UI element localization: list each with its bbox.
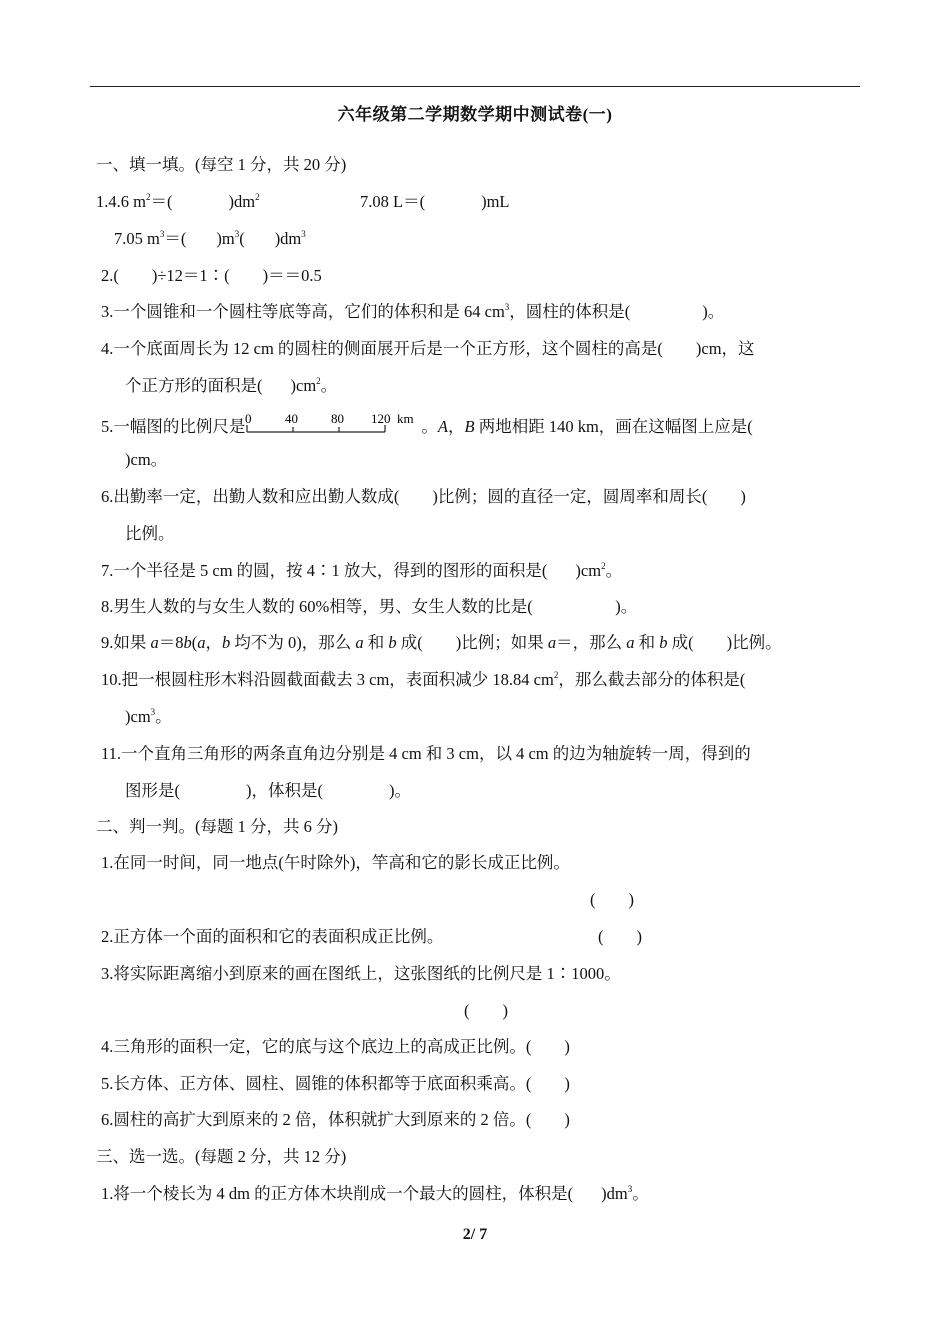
question-2: 2.( )÷12＝1∶( )＝＝0.5 — [101, 266, 322, 285]
scale-bar-figure — [245, 412, 421, 438]
scale-tick-120: 120 — [371, 412, 391, 426]
judge-2: 2.正方体一个面的面积和它的表面积成正比例。 — [101, 927, 444, 946]
question-4-line2: 个正方形的面积是( )$cm^2$。 — [125, 376, 338, 395]
scale-unit: km — [397, 412, 414, 426]
question-5-line1: 5.一幅图的比例尺是 0 40 80 120 km 。A，B 两地相距 140 km，画在这幅图上应是( — [101, 412, 753, 436]
question-7: 7.一个半径是 5 cm 的圆，按 4∶1 放大，得到的图形的面积是( )$cm^2$。 — [101, 561, 623, 580]
question-1a: 1.4.6 $m^2=$( )$dm^2$ — [96, 192, 260, 211]
question-6-line2: 比例。 — [125, 524, 175, 543]
question-8: 8.男生人数的与女生人数的 60%相等，男、女生人数的比是( )。 — [101, 597, 638, 616]
judge-1: 1.在同一时间，同一地点(午时除外)，竿高和它的影长成正比例。 — [101, 853, 570, 872]
header-rule — [90, 86, 860, 87]
question-11-line1: 11.一个直角三角形的两条直角边分别是 4 cm 和 3 cm，以 4 cm 的边为轴旋转一周，得到的 — [101, 744, 751, 763]
question-10-line1: 10.把一根圆柱形木料沿圆截面截去 3 cm，表面积减少 18.84 $cm^2$，那么截去部分的体积是( — [101, 670, 746, 689]
question-10-line2: )$cm^3$。 — [125, 707, 172, 726]
judge-5: 5.长方体、正方体、圆柱、圆锥的体积都等于底面积乘高。( ) — [101, 1074, 570, 1093]
judge-3: 3.将实际距离缩小到原来的画在图纸上，这张图纸的比例尺是 1∶1000。 — [101, 964, 621, 983]
judge-2-answer-paren: ( ) — [598, 927, 642, 946]
question-9: 9.如果 a＝8b(a，b 均不为 0)，那么 a 和 b 成( )比例；如果 a＝，那么 a 和 b 成( )比例。 — [101, 633, 782, 652]
question-11-line2: 图形是( )，体积是( )。 — [125, 781, 411, 800]
question-3: 3.一个圆锥和一个圆柱等底等高，它们的体积和是 64 $cm^3$，圆柱的体积是( )。 — [101, 302, 725, 321]
page-number: 2/ 7 — [462, 1226, 488, 1243]
scale-tick-40: 40 — [285, 412, 299, 426]
section2-heading: 二、判一判。(每题 1 分，共 6 分) — [96, 817, 338, 836]
scale-tick-80: 80 — [331, 412, 345, 426]
judge-3-answer-paren: ( ) — [464, 1001, 508, 1020]
page-title: 六年级第二学期数学期中测试卷(一) — [337, 105, 613, 124]
section1-heading: 一、填一填。(每空 1 分，共 20 分) — [96, 155, 347, 174]
section3-heading: 三、选一选。(每题 2 分，共 12 分) — [96, 1147, 347, 1166]
question-4-line1: 4.一个底面周长为 12 cm 的圆柱的侧面展开后是一个正方形，这个圆柱的高是( )cm，这 — [101, 339, 755, 358]
question-1c: 7.05 $m^3=$( )$m^3$( )$dm^3$ — [114, 229, 306, 248]
question-6-line1: 6.出勤率一定，出勤人数和应出勤人数成( )比例；圆的直径一定，圆周率和周长( ) — [101, 487, 746, 506]
judge-1-answer-paren: ( ) — [590, 890, 634, 909]
question-1b: 7.08 L＝( )mL — [360, 192, 510, 211]
scale-tick-0: 0 — [245, 412, 252, 426]
judge-6: 6.圆柱的高扩大到原来的 2 倍，体积就扩大到原来的 2 倍。( ) — [101, 1110, 570, 1129]
question-5-line2: )cm。 — [125, 450, 168, 469]
choice-1: 1.将一个棱长为 4 dm 的正方体木块削成一个最大的圆柱，体积是( )$dm^3$。 — [101, 1184, 649, 1203]
judge-4: 4.三角形的面积一定，它的底与这个底边上的高成正比例。( ) — [101, 1037, 570, 1056]
